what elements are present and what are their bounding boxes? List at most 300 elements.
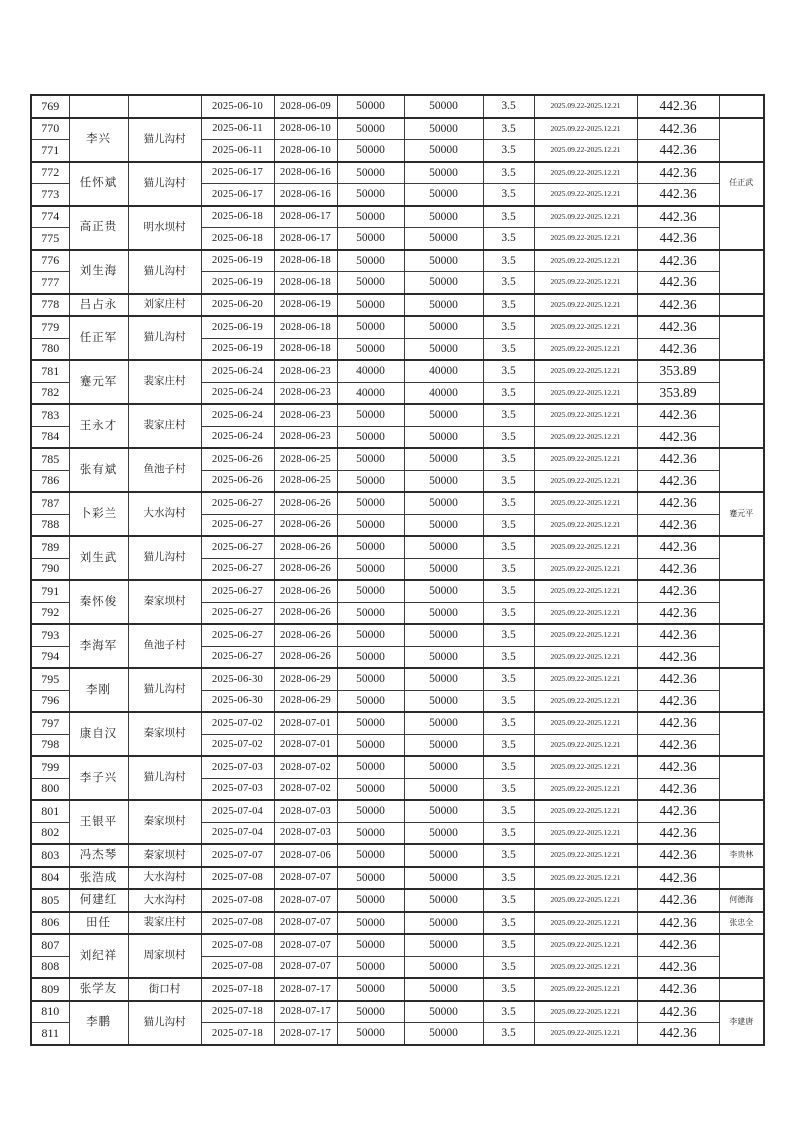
village-cell: 猫儿沟村 bbox=[128, 536, 201, 580]
row-number-cell: 788 bbox=[31, 514, 69, 536]
interest-amount-cell: 442.36 bbox=[637, 470, 719, 492]
village-cell: 秦家坝村 bbox=[128, 580, 201, 624]
start-date-cell: 2025-06-30 bbox=[201, 690, 274, 712]
amount-confirm-cell: 50000 bbox=[404, 844, 483, 867]
row-number-cell: 781 bbox=[31, 360, 69, 382]
village-cell bbox=[128, 95, 201, 118]
borrower-name-cell: 何建红 bbox=[69, 889, 128, 912]
row-number-cell: 804 bbox=[31, 867, 69, 890]
village-cell: 刘家庄村 bbox=[128, 294, 201, 317]
village-cell: 裴家庄村 bbox=[128, 912, 201, 935]
village-cell: 明水坝村 bbox=[128, 206, 201, 250]
interest-amount-cell: 442.36 bbox=[637, 536, 719, 558]
amount-confirm-cell: 50000 bbox=[404, 867, 483, 890]
end-date-cell: 2028-06-10 bbox=[274, 140, 337, 162]
interest-period-cell: 2025.09.22-2025.12.21 bbox=[534, 602, 637, 624]
interest-amount-cell: 442.36 bbox=[637, 338, 719, 360]
interest-period-cell: 2025.09.22-2025.12.21 bbox=[534, 624, 637, 646]
rate-cell: 3.5 bbox=[483, 624, 534, 646]
rate-cell: 3.5 bbox=[483, 294, 534, 317]
row-number-cell: 791 bbox=[31, 580, 69, 602]
rate-cell: 3.5 bbox=[483, 536, 534, 558]
borrower-name-cell: 刘生武 bbox=[69, 536, 128, 580]
note-cell bbox=[719, 800, 764, 844]
rate-cell: 3.5 bbox=[483, 316, 534, 338]
end-date-cell: 2028-06-23 bbox=[274, 404, 337, 426]
row-number-cell: 784 bbox=[31, 426, 69, 448]
note-cell bbox=[719, 536, 764, 580]
note-cell bbox=[719, 404, 764, 448]
borrower-name-cell: 高正贵 bbox=[69, 206, 128, 250]
rate-cell: 3.5 bbox=[483, 580, 534, 602]
row-number-cell: 803 bbox=[31, 844, 69, 867]
amount-confirm-cell: 50000 bbox=[404, 668, 483, 690]
interest-period-cell: 2025.09.22-2025.12.21 bbox=[534, 162, 637, 184]
amount-cell: 50000 bbox=[337, 294, 404, 317]
village-cell: 大水沟村 bbox=[128, 492, 201, 536]
end-date-cell: 2028-07-06 bbox=[274, 844, 337, 867]
note-cell bbox=[719, 448, 764, 492]
row-number-cell: 807 bbox=[31, 934, 69, 956]
start-date-cell: 2025-06-24 bbox=[201, 360, 274, 382]
rate-cell: 3.5 bbox=[483, 912, 534, 935]
start-date-cell: 2025-07-18 bbox=[201, 1023, 274, 1045]
note-cell bbox=[719, 206, 764, 250]
start-date-cell: 2025-06-27 bbox=[201, 602, 274, 624]
note-cell bbox=[719, 712, 764, 756]
village-cell: 秦家坝村 bbox=[128, 712, 201, 756]
amount-confirm-cell: 50000 bbox=[404, 912, 483, 935]
rate-cell: 3.5 bbox=[483, 889, 534, 912]
end-date-cell: 2028-06-23 bbox=[274, 382, 337, 404]
rate-cell: 3.5 bbox=[483, 95, 534, 118]
interest-period-cell: 2025.09.22-2025.12.21 bbox=[534, 250, 637, 272]
borrower-name-cell: 张有斌 bbox=[69, 448, 128, 492]
row-number-cell: 777 bbox=[31, 272, 69, 294]
amount-confirm-cell: 50000 bbox=[404, 756, 483, 778]
village-cell: 鱼池子村 bbox=[128, 448, 201, 492]
village-cell: 猫儿沟村 bbox=[128, 756, 201, 800]
amount-confirm-cell: 50000 bbox=[404, 184, 483, 206]
start-date-cell: 2025-06-18 bbox=[201, 206, 274, 228]
rate-cell: 3.5 bbox=[483, 956, 534, 978]
amount-confirm-cell: 50000 bbox=[404, 448, 483, 470]
start-date-cell: 2025-06-10 bbox=[201, 95, 274, 118]
start-date-cell: 2025-06-27 bbox=[201, 492, 274, 514]
amount-confirm-cell: 50000 bbox=[404, 272, 483, 294]
interest-period-cell: 2025.09.22-2025.12.21 bbox=[534, 558, 637, 580]
interest-amount-cell: 442.36 bbox=[637, 756, 719, 778]
interest-amount-cell: 442.36 bbox=[637, 514, 719, 536]
interest-period-cell: 2025.09.22-2025.12.21 bbox=[534, 426, 637, 448]
start-date-cell: 2025-07-18 bbox=[201, 1001, 274, 1023]
village-cell: 猫儿沟村 bbox=[128, 162, 201, 206]
interest-period-cell: 2025.09.22-2025.12.21 bbox=[534, 404, 637, 426]
amount-confirm-cell: 40000 bbox=[404, 360, 483, 382]
note-cell bbox=[719, 978, 764, 1001]
interest-period-cell: 2025.09.22-2025.12.21 bbox=[534, 228, 637, 250]
note-cell bbox=[719, 668, 764, 712]
rate-cell: 3.5 bbox=[483, 778, 534, 800]
interest-period-cell: 2025.09.22-2025.12.21 bbox=[534, 734, 637, 756]
interest-period-cell: 2025.09.22-2025.12.21 bbox=[534, 756, 637, 778]
start-date-cell: 2025-06-20 bbox=[201, 294, 274, 317]
amount-cell: 40000 bbox=[337, 382, 404, 404]
end-date-cell: 2028-07-07 bbox=[274, 889, 337, 912]
start-date-cell: 2025-06-27 bbox=[201, 514, 274, 536]
amount-cell: 50000 bbox=[337, 470, 404, 492]
end-date-cell: 2028-06-25 bbox=[274, 448, 337, 470]
amount-confirm-cell: 50000 bbox=[404, 602, 483, 624]
start-date-cell: 2025-07-08 bbox=[201, 889, 274, 912]
end-date-cell: 2028-07-17 bbox=[274, 1001, 337, 1023]
interest-amount-cell: 442.36 bbox=[637, 580, 719, 602]
rate-cell: 3.5 bbox=[483, 668, 534, 690]
interest-period-cell: 2025.09.22-2025.12.21 bbox=[534, 492, 637, 514]
amount-confirm-cell: 50000 bbox=[404, 95, 483, 118]
end-date-cell: 2028-07-01 bbox=[274, 734, 337, 756]
rate-cell: 3.5 bbox=[483, 162, 534, 184]
row-number-cell: 773 bbox=[31, 184, 69, 206]
note-cell bbox=[719, 756, 764, 800]
interest-amount-cell: 442.36 bbox=[637, 250, 719, 272]
interest-amount-cell: 442.36 bbox=[637, 690, 719, 712]
interest-period-cell: 2025.09.22-2025.12.21 bbox=[534, 867, 637, 890]
rate-cell: 3.5 bbox=[483, 712, 534, 734]
interest-amount-cell: 442.36 bbox=[637, 558, 719, 580]
end-date-cell: 2028-07-17 bbox=[274, 978, 337, 1001]
borrower-name-cell: 任正军 bbox=[69, 316, 128, 360]
interest-period-cell: 2025.09.22-2025.12.21 bbox=[534, 912, 637, 935]
amount-cell: 50000 bbox=[337, 118, 404, 140]
village-cell: 猫儿沟村 bbox=[128, 668, 201, 712]
village-cell: 街口村 bbox=[128, 978, 201, 1001]
amount-cell: 50000 bbox=[337, 690, 404, 712]
interest-amount-cell: 442.36 bbox=[637, 1023, 719, 1045]
start-date-cell: 2025-06-19 bbox=[201, 338, 274, 360]
interest-amount-cell: 442.36 bbox=[637, 294, 719, 317]
amount-confirm-cell: 50000 bbox=[404, 426, 483, 448]
amount-cell: 50000 bbox=[337, 536, 404, 558]
start-date-cell: 2025-07-08 bbox=[201, 934, 274, 956]
interest-period-cell: 2025.09.22-2025.12.21 bbox=[534, 668, 637, 690]
interest-amount-cell: 442.36 bbox=[637, 778, 719, 800]
end-date-cell: 2028-06-26 bbox=[274, 624, 337, 646]
start-date-cell: 2025-06-17 bbox=[201, 162, 274, 184]
village-cell: 裴家庄村 bbox=[128, 360, 201, 404]
row-number-cell: 800 bbox=[31, 778, 69, 800]
amount-confirm-cell: 50000 bbox=[404, 228, 483, 250]
start-date-cell: 2025-06-18 bbox=[201, 228, 274, 250]
borrower-name-cell: 刘生海 bbox=[69, 250, 128, 294]
row-number-cell: 775 bbox=[31, 228, 69, 250]
end-date-cell: 2028-07-17 bbox=[274, 1023, 337, 1045]
start-date-cell: 2025-06-27 bbox=[201, 580, 274, 602]
end-date-cell: 2028-06-26 bbox=[274, 646, 337, 668]
note-cell bbox=[719, 867, 764, 890]
note-cell: 李建唐 bbox=[719, 1001, 764, 1045]
start-date-cell: 2025-06-24 bbox=[201, 404, 274, 426]
start-date-cell: 2025-07-03 bbox=[201, 756, 274, 778]
amount-confirm-cell: 50000 bbox=[404, 800, 483, 822]
interest-amount-cell: 442.36 bbox=[637, 184, 719, 206]
row-number-cell: 778 bbox=[31, 294, 69, 317]
rate-cell: 3.5 bbox=[483, 492, 534, 514]
start-date-cell: 2025-06-11 bbox=[201, 140, 274, 162]
interest-amount-cell: 442.36 bbox=[637, 1001, 719, 1023]
interest-period-cell: 2025.09.22-2025.12.21 bbox=[534, 822, 637, 844]
village-cell: 裴家庄村 bbox=[128, 404, 201, 448]
end-date-cell: 2028-06-18 bbox=[274, 338, 337, 360]
amount-confirm-cell: 50000 bbox=[404, 338, 483, 360]
start-date-cell: 2025-06-19 bbox=[201, 272, 274, 294]
interest-amount-cell: 442.36 bbox=[637, 734, 719, 756]
interest-period-cell: 2025.09.22-2025.12.21 bbox=[534, 206, 637, 228]
amount-cell: 50000 bbox=[337, 558, 404, 580]
amount-cell: 50000 bbox=[337, 978, 404, 1001]
rate-cell: 3.5 bbox=[483, 690, 534, 712]
end-date-cell: 2028-06-18 bbox=[274, 250, 337, 272]
row-number-cell: 782 bbox=[31, 382, 69, 404]
amount-confirm-cell: 50000 bbox=[404, 536, 483, 558]
row-number-cell: 774 bbox=[31, 206, 69, 228]
start-date-cell: 2025-07-18 bbox=[201, 978, 274, 1001]
note-cell bbox=[719, 118, 764, 162]
row-number-cell: 769 bbox=[31, 95, 69, 118]
rate-cell: 3.5 bbox=[483, 867, 534, 890]
end-date-cell: 2028-06-09 bbox=[274, 95, 337, 118]
amount-confirm-cell: 50000 bbox=[404, 1001, 483, 1023]
amount-cell: 50000 bbox=[337, 646, 404, 668]
row-number-cell: 808 bbox=[31, 956, 69, 978]
row-number-cell: 798 bbox=[31, 734, 69, 756]
row-number-cell: 806 bbox=[31, 912, 69, 935]
rate-cell: 3.5 bbox=[483, 800, 534, 822]
interest-amount-cell: 442.36 bbox=[637, 272, 719, 294]
amount-confirm-cell: 50000 bbox=[404, 118, 483, 140]
amount-cell: 50000 bbox=[337, 448, 404, 470]
rate-cell: 3.5 bbox=[483, 206, 534, 228]
borrower-name-cell: 冯杰琴 bbox=[69, 844, 128, 867]
interest-amount-cell: 442.36 bbox=[637, 978, 719, 1001]
start-date-cell: 2025-06-30 bbox=[201, 668, 274, 690]
borrower-name-cell: 田任 bbox=[69, 912, 128, 935]
interest-amount-cell: 442.36 bbox=[637, 426, 719, 448]
interest-period-cell: 2025.09.22-2025.12.21 bbox=[534, 338, 637, 360]
rate-cell: 3.5 bbox=[483, 360, 534, 382]
amount-confirm-cell: 50000 bbox=[404, 624, 483, 646]
rate-cell: 3.5 bbox=[483, 514, 534, 536]
amount-cell: 50000 bbox=[337, 934, 404, 956]
end-date-cell: 2028-07-02 bbox=[274, 756, 337, 778]
amount-cell: 50000 bbox=[337, 624, 404, 646]
amount-confirm-cell: 50000 bbox=[404, 978, 483, 1001]
row-number-cell: 770 bbox=[31, 118, 69, 140]
interest-period-cell: 2025.09.22-2025.12.21 bbox=[534, 712, 637, 734]
end-date-cell: 2028-07-03 bbox=[274, 800, 337, 822]
end-date-cell: 2028-06-26 bbox=[274, 558, 337, 580]
village-cell: 猫儿沟村 bbox=[128, 316, 201, 360]
amount-confirm-cell: 50000 bbox=[404, 712, 483, 734]
borrower-name-cell: 刘纪祥 bbox=[69, 934, 128, 978]
row-number-cell: 792 bbox=[31, 602, 69, 624]
row-number-cell: 794 bbox=[31, 646, 69, 668]
interest-period-cell: 2025.09.22-2025.12.21 bbox=[534, 514, 637, 536]
amount-cell: 50000 bbox=[337, 889, 404, 912]
amount-cell: 50000 bbox=[337, 206, 404, 228]
rate-cell: 3.5 bbox=[483, 140, 534, 162]
interest-amount-cell: 442.36 bbox=[637, 934, 719, 956]
note-cell: 何德海 bbox=[719, 889, 764, 912]
interest-amount-cell: 442.36 bbox=[637, 602, 719, 624]
row-number-cell: 780 bbox=[31, 338, 69, 360]
note-cell bbox=[719, 360, 764, 404]
borrower-name-cell: 蹇元军 bbox=[69, 360, 128, 404]
rate-cell: 3.5 bbox=[483, 1023, 534, 1045]
village-cell: 秦家坝村 bbox=[128, 800, 201, 844]
amount-cell: 50000 bbox=[337, 250, 404, 272]
amount-cell: 50000 bbox=[337, 316, 404, 338]
end-date-cell: 2028-06-25 bbox=[274, 470, 337, 492]
note-cell: 任正武 bbox=[719, 162, 764, 206]
rate-cell: 3.5 bbox=[483, 756, 534, 778]
note-cell bbox=[719, 316, 764, 360]
interest-period-cell: 2025.09.22-2025.12.21 bbox=[534, 646, 637, 668]
borrower-name-cell bbox=[69, 95, 128, 118]
rate-cell: 3.5 bbox=[483, 470, 534, 492]
amount-confirm-cell: 50000 bbox=[404, 690, 483, 712]
interest-amount-cell: 442.36 bbox=[637, 844, 719, 867]
row-number-cell: 776 bbox=[31, 250, 69, 272]
row-number-cell: 779 bbox=[31, 316, 69, 338]
interest-amount-cell: 442.36 bbox=[637, 867, 719, 890]
start-date-cell: 2025-06-26 bbox=[201, 448, 274, 470]
borrower-name-cell: 王银平 bbox=[69, 800, 128, 844]
rate-cell: 3.5 bbox=[483, 558, 534, 580]
end-date-cell: 2028-06-26 bbox=[274, 492, 337, 514]
start-date-cell: 2025-06-27 bbox=[201, 624, 274, 646]
interest-period-cell: 2025.09.22-2025.12.21 bbox=[534, 778, 637, 800]
end-date-cell: 2028-06-16 bbox=[274, 184, 337, 206]
start-date-cell: 2025-06-27 bbox=[201, 558, 274, 580]
row-number-cell: 771 bbox=[31, 140, 69, 162]
borrower-name-cell: 张学友 bbox=[69, 978, 128, 1001]
interest-period-cell: 2025.09.22-2025.12.21 bbox=[534, 536, 637, 558]
start-date-cell: 2025-06-19 bbox=[201, 250, 274, 272]
interest-amount-cell: 442.36 bbox=[637, 492, 719, 514]
interest-period-cell: 2025.09.22-2025.12.21 bbox=[534, 316, 637, 338]
rate-cell: 3.5 bbox=[483, 118, 534, 140]
end-date-cell: 2028-07-07 bbox=[274, 912, 337, 935]
borrower-name-cell: 任怀斌 bbox=[69, 162, 128, 206]
amount-cell: 50000 bbox=[337, 844, 404, 867]
amount-cell: 50000 bbox=[337, 668, 404, 690]
end-date-cell: 2028-07-01 bbox=[274, 712, 337, 734]
interest-amount-cell: 442.36 bbox=[637, 822, 719, 844]
end-date-cell: 2028-06-26 bbox=[274, 536, 337, 558]
borrower-name-cell: 秦怀俊 bbox=[69, 580, 128, 624]
interest-period-cell: 2025.09.22-2025.12.21 bbox=[534, 580, 637, 602]
row-number-cell: 786 bbox=[31, 470, 69, 492]
amount-cell: 50000 bbox=[337, 338, 404, 360]
start-date-cell: 2025-07-02 bbox=[201, 712, 274, 734]
end-date-cell: 2028-07-07 bbox=[274, 956, 337, 978]
borrower-name-cell: 康自汉 bbox=[69, 712, 128, 756]
village-cell: 猫儿沟村 bbox=[128, 1001, 201, 1045]
end-date-cell: 2028-06-19 bbox=[274, 294, 337, 317]
row-number-cell: 797 bbox=[31, 712, 69, 734]
start-date-cell: 2025-07-04 bbox=[201, 800, 274, 822]
amount-confirm-cell: 50000 bbox=[404, 404, 483, 426]
start-date-cell: 2025-07-04 bbox=[201, 822, 274, 844]
interest-period-cell: 2025.09.22-2025.12.21 bbox=[534, 978, 637, 1001]
end-date-cell: 2028-06-10 bbox=[274, 118, 337, 140]
start-date-cell: 2025-06-27 bbox=[201, 646, 274, 668]
interest-amount-cell: 442.36 bbox=[637, 956, 719, 978]
interest-period-cell: 2025.09.22-2025.12.21 bbox=[534, 95, 637, 118]
end-date-cell: 2028-07-07 bbox=[274, 934, 337, 956]
interest-amount-cell: 353.89 bbox=[637, 382, 719, 404]
interest-amount-cell: 442.36 bbox=[637, 404, 719, 426]
interest-amount-cell: 442.36 bbox=[637, 800, 719, 822]
borrower-name-cell: 李海军 bbox=[69, 624, 128, 668]
amount-cell: 50000 bbox=[337, 404, 404, 426]
borrower-name-cell: 李刚 bbox=[69, 668, 128, 712]
row-number-cell: 790 bbox=[31, 558, 69, 580]
end-date-cell: 2028-06-18 bbox=[274, 316, 337, 338]
interest-amount-cell: 442.36 bbox=[637, 206, 719, 228]
interest-amount-cell: 442.36 bbox=[637, 646, 719, 668]
amount-confirm-cell: 50000 bbox=[404, 206, 483, 228]
row-number-cell: 799 bbox=[31, 756, 69, 778]
interest-period-cell: 2025.09.22-2025.12.21 bbox=[534, 956, 637, 978]
amount-confirm-cell: 50000 bbox=[404, 580, 483, 602]
note-cell bbox=[719, 934, 764, 978]
start-date-cell: 2025-07-08 bbox=[201, 956, 274, 978]
interest-amount-cell: 442.36 bbox=[637, 668, 719, 690]
note-cell bbox=[719, 580, 764, 624]
village-cell: 大水沟村 bbox=[128, 867, 201, 890]
borrower-name-cell: 张浩成 bbox=[69, 867, 128, 890]
village-cell: 大水沟村 bbox=[128, 889, 201, 912]
amount-cell: 50000 bbox=[337, 514, 404, 536]
interest-period-cell: 2025.09.22-2025.12.21 bbox=[534, 1001, 637, 1023]
rate-cell: 3.5 bbox=[483, 404, 534, 426]
interest-period-cell: 2025.09.22-2025.12.21 bbox=[534, 690, 637, 712]
rate-cell: 3.5 bbox=[483, 734, 534, 756]
interest-period-cell: 2025.09.22-2025.12.21 bbox=[534, 382, 637, 404]
amount-confirm-cell: 50000 bbox=[404, 294, 483, 317]
loan-register-table bbox=[30, 94, 765, 1046]
rate-cell: 3.5 bbox=[483, 250, 534, 272]
borrower-name-cell: 吕占永 bbox=[69, 294, 128, 317]
start-date-cell: 2025-07-08 bbox=[201, 912, 274, 935]
interest-amount-cell: 442.36 bbox=[637, 162, 719, 184]
rate-cell: 3.5 bbox=[483, 844, 534, 867]
start-date-cell: 2025-07-08 bbox=[201, 867, 274, 890]
interest-amount-cell: 442.36 bbox=[637, 316, 719, 338]
rate-cell: 3.5 bbox=[483, 426, 534, 448]
note-cell: 李贵林 bbox=[719, 844, 764, 867]
note-cell bbox=[719, 294, 764, 317]
interest-period-cell: 2025.09.22-2025.12.21 bbox=[534, 844, 637, 867]
amount-confirm-cell: 40000 bbox=[404, 382, 483, 404]
interest-amount-cell: 442.36 bbox=[637, 624, 719, 646]
start-date-cell: 2025-06-27 bbox=[201, 536, 274, 558]
amount-confirm-cell: 50000 bbox=[404, 1023, 483, 1045]
rate-cell: 3.5 bbox=[483, 602, 534, 624]
interest-period-cell: 2025.09.22-2025.12.21 bbox=[534, 1023, 637, 1045]
